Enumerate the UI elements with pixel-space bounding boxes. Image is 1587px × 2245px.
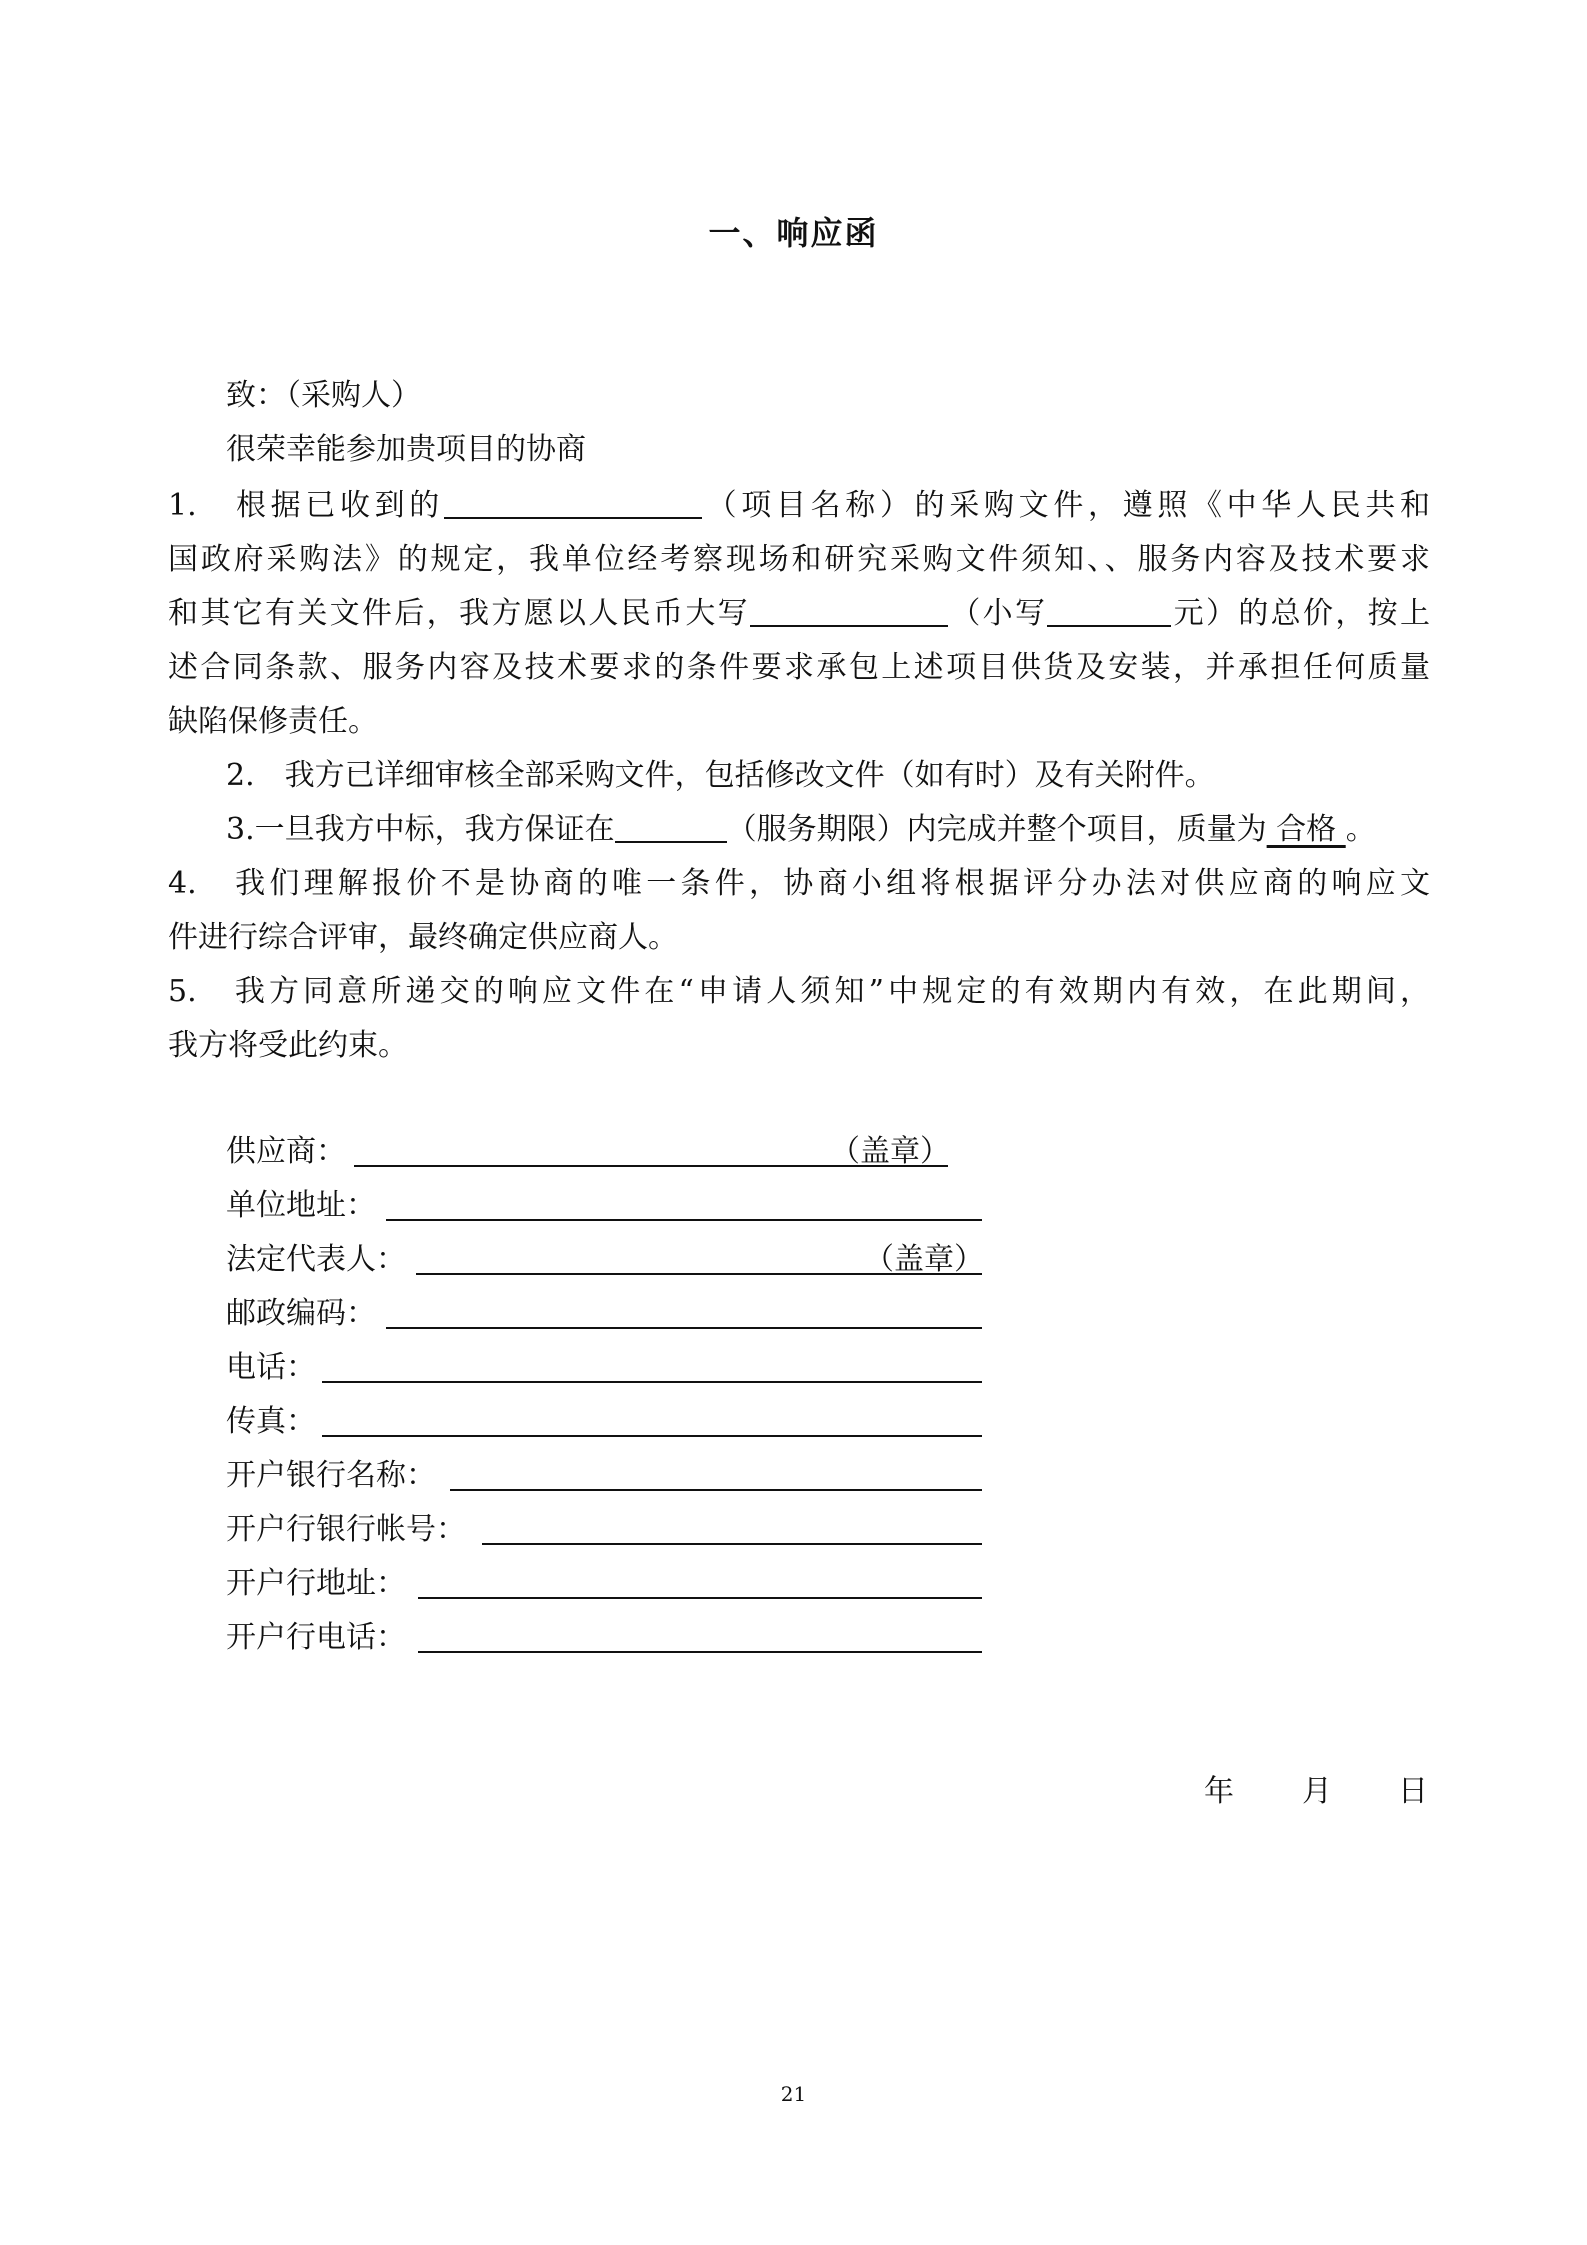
date-year: 年	[1204, 1774, 1234, 1809]
item1-line1	[168, 486, 1430, 526]
page-title: 一、响应函	[708, 214, 879, 252]
bank-name-label: 开户银行名称：	[226, 1458, 436, 1493]
quality-value: 合格	[1266, 812, 1346, 847]
intro-line: 很荣幸能参加贵项目的协商	[226, 432, 586, 467]
bank-address-field[interactable]	[418, 1597, 982, 1599]
salutation: 致：（采购人）	[226, 378, 421, 413]
page-number: 21	[780, 2082, 807, 2106]
item1-text-b: （项目名称）的采购文件，遵照《中华人民共和	[701, 488, 1430, 523]
supplier-seal: （盖章）	[830, 1134, 950, 1169]
bank-phone-field[interactable]	[418, 1651, 982, 1653]
supplier-label: 供应商：	[226, 1134, 346, 1169]
item3-text-c: 。	[1345, 812, 1376, 847]
item3-text-a: 3.一旦我方中标，我方保证在	[226, 812, 615, 847]
service-period-blank	[615, 811, 727, 843]
postcode-label: 邮政编码：	[226, 1296, 376, 1331]
bank-address-label: 开户行地址：	[226, 1566, 406, 1601]
date-month: 月	[1302, 1774, 1332, 1809]
item1-text-e: 元）的总价，按上	[1171, 596, 1431, 631]
item2-line: 2. 我方已详细审核全部采购文件，包括修改文件（如有时）及有关附件。	[226, 758, 1215, 793]
bank-account-field[interactable]	[482, 1543, 982, 1545]
phone-field[interactable]	[322, 1381, 982, 1383]
item3-line	[226, 810, 1376, 850]
item5-line1: 5. 我方同意所递交的响应文件在“申请人须知”中规定的有效期内有效，在此期间，	[168, 974, 1430, 1009]
item5-line2: 我方将受此约束。	[168, 1028, 408, 1063]
address-field[interactable]	[386, 1219, 982, 1221]
legal-rep-seal: （盖章）	[864, 1242, 984, 1277]
postcode-field[interactable]	[386, 1327, 982, 1329]
item4-line2: 件进行综合评审，最终确定供应商人。	[168, 920, 678, 955]
bank-name-field[interactable]	[450, 1489, 982, 1491]
address-label: 单位地址：	[226, 1188, 376, 1223]
item1-line2: 国政府采购法》的规定，我单位经考察现场和研究采购文件须知、、服务内容及技术要求	[168, 542, 1430, 577]
item1-line4: 述合同条款、服务内容及技术要求的条件要求承包上述项目供货及安装，并承担任何质量	[168, 650, 1430, 685]
item1-line3	[168, 594, 1430, 634]
fax-field[interactable]	[322, 1435, 982, 1437]
project-name-blank	[444, 487, 702, 519]
bank-phone-label: 开户行电话：	[226, 1620, 406, 1655]
date-day: 日	[1398, 1774, 1428, 1809]
item3-text-b: （服务期限）内完成并整个项目，质量为	[726, 812, 1267, 847]
item1-text-a: 1. 根据已收到的	[168, 488, 444, 523]
fax-label: 传真：	[226, 1404, 316, 1439]
legal-rep-label: 法定代表人：	[226, 1242, 406, 1277]
item1-text-d: （小写	[948, 596, 1048, 631]
item4-line1: 4. 我们理解报价不是协商的唯一条件，协商小组将根据评分办法对供应商的响应文	[168, 866, 1430, 901]
bank-account-label: 开户行银行帐号：	[226, 1512, 466, 1547]
item1-line5: 缺陷保修责任。	[168, 704, 378, 739]
amount-lowercase-blank	[1047, 595, 1171, 627]
amount-uppercase-blank	[750, 595, 948, 627]
item1-text-c: 和其它有关文件后，我方愿以人民币大写	[168, 596, 750, 631]
phone-label: 电话：	[226, 1350, 316, 1385]
